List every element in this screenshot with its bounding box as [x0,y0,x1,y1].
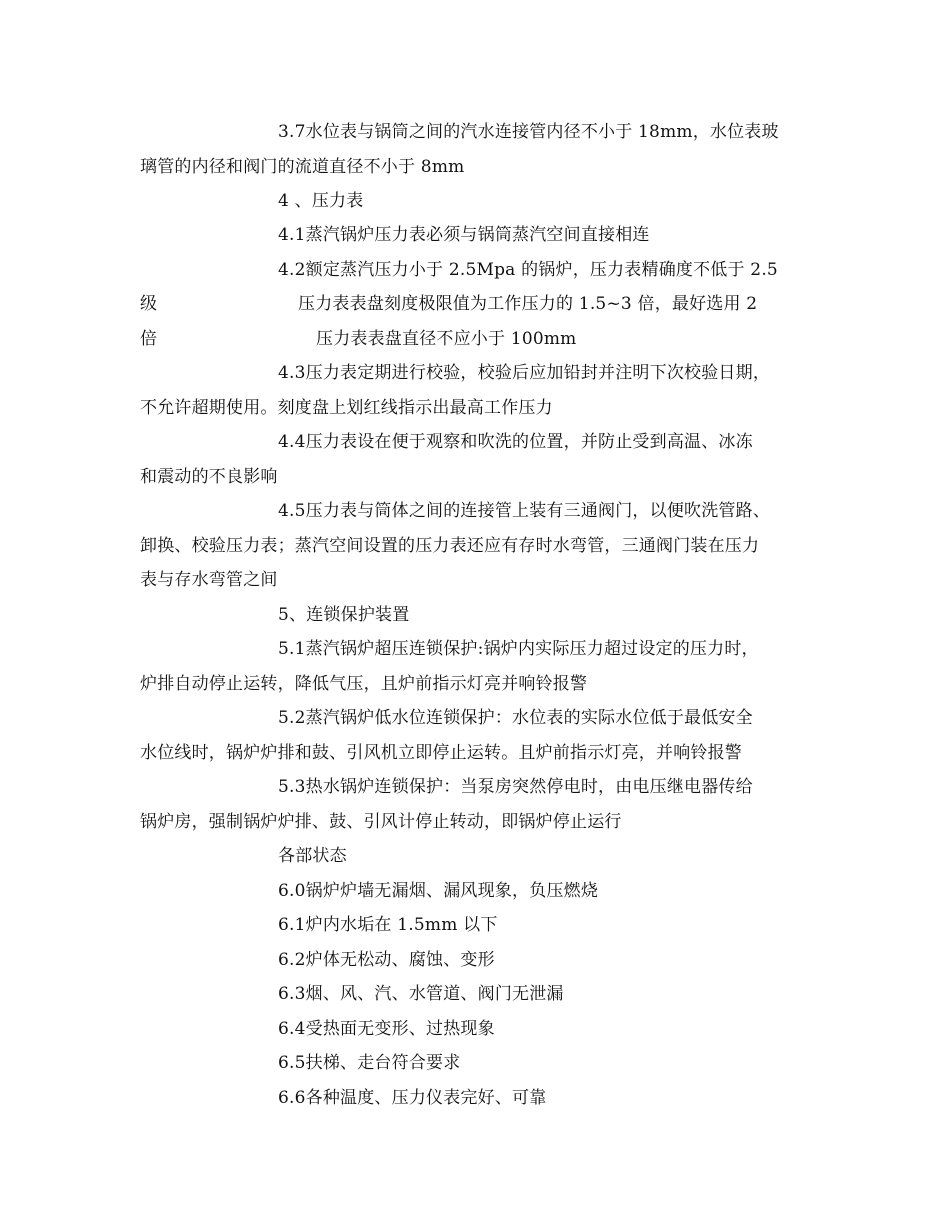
text-line: 不允许超期使用。刻度盘上划红线指示出最高工作压力 [140,398,553,418]
text-line: 水位线时，锅炉炉排和鼓、引风机立即停止运转。且炉前指示灯亮，并响铃报警 [140,743,742,763]
text-line: 6.2炉体无松动、腐蚀、变形 [278,950,495,970]
text-line: 和震动的不良影响 [140,467,278,487]
text-line: 4.5压力表与筒体之间的连接管上装有三通阀门，以便吹洗管路、 [278,501,771,521]
text-line: 6.3烟、风、汽、水管道、阀门无泄漏 [278,984,564,1004]
text-line: 4.1蒸汽锅炉压力表必须与锅筒蒸汽空间直接相连 [278,225,650,245]
text-line: 4.4压力表设在便于观察和吹洗的位置，并防止受到高温、冰冻 [278,432,753,452]
text-line: 锅炉房，强制锅炉炉排、鼓、引风计停止转动，即锅炉停止运行 [140,812,622,832]
text-line: 6.5扶梯、走台符合要求 [278,1053,461,1073]
text-line: 5.3热水锅炉连锁保护：当泵房突然停电时，由电压继电器传给 [278,777,753,797]
text-line: 倍 [140,329,158,349]
text-line: 6.1炉内水垢在 1.5mm 以下 [278,915,498,935]
text-line: 5.2蒸汽锅炉低水位连锁保护：水位表的实际水位低于最低安全 [278,708,753,728]
section-heading: 5、连锁保护装置 [278,605,410,625]
text-line: 表与存水弯管之间 [140,570,278,590]
text-line: 卸换、校验压力表；蒸汽空间设置的压力表还应有存时水弯管，三通阀门装在压力 [140,536,760,556]
text-line: 6.4受热面无变形、过热现象 [278,1019,495,1039]
text-line: 4.2额定蒸汽压力小于 2.5Mpa 的锅炉，压力表精确度不低于 2.5 [278,260,778,280]
section-heading: 各部状态 [278,846,347,866]
text-line: 压力表表盘直径不应小于 100mm [316,329,577,349]
text-line: 炉排自动停止运转，降低气压，且炉前指示灯亮并响铃报警 [140,674,588,694]
text-line: 压力表表盘刻度极限值为工作压力的 1.5~3 倍，最好选用 2 [298,294,758,314]
text-line: 3.7水位表与锅筒之间的汽水连接管内径不小于 18mm，水位表玻 [278,122,779,142]
text-line: 6.0锅炉炉墙无漏烟、漏风现象，负压燃烧 [278,881,599,901]
text-line: 6.6各种温度、压力仪表完好、可靠 [278,1088,547,1108]
section-heading: 4 、压力表 [278,191,364,211]
text-line: 5.1蒸汽锅炉超压连锁保护:锅炉内实际压力超过设定的压力时， [278,639,759,659]
text-line: 级 [140,294,158,314]
text-line: 璃管的内径和阀门的流道直径不小于 8mm [140,157,465,177]
text-line: 4.3压力表定期进行校验，校验后应加铅封并注明下次校验日期， [278,363,771,383]
